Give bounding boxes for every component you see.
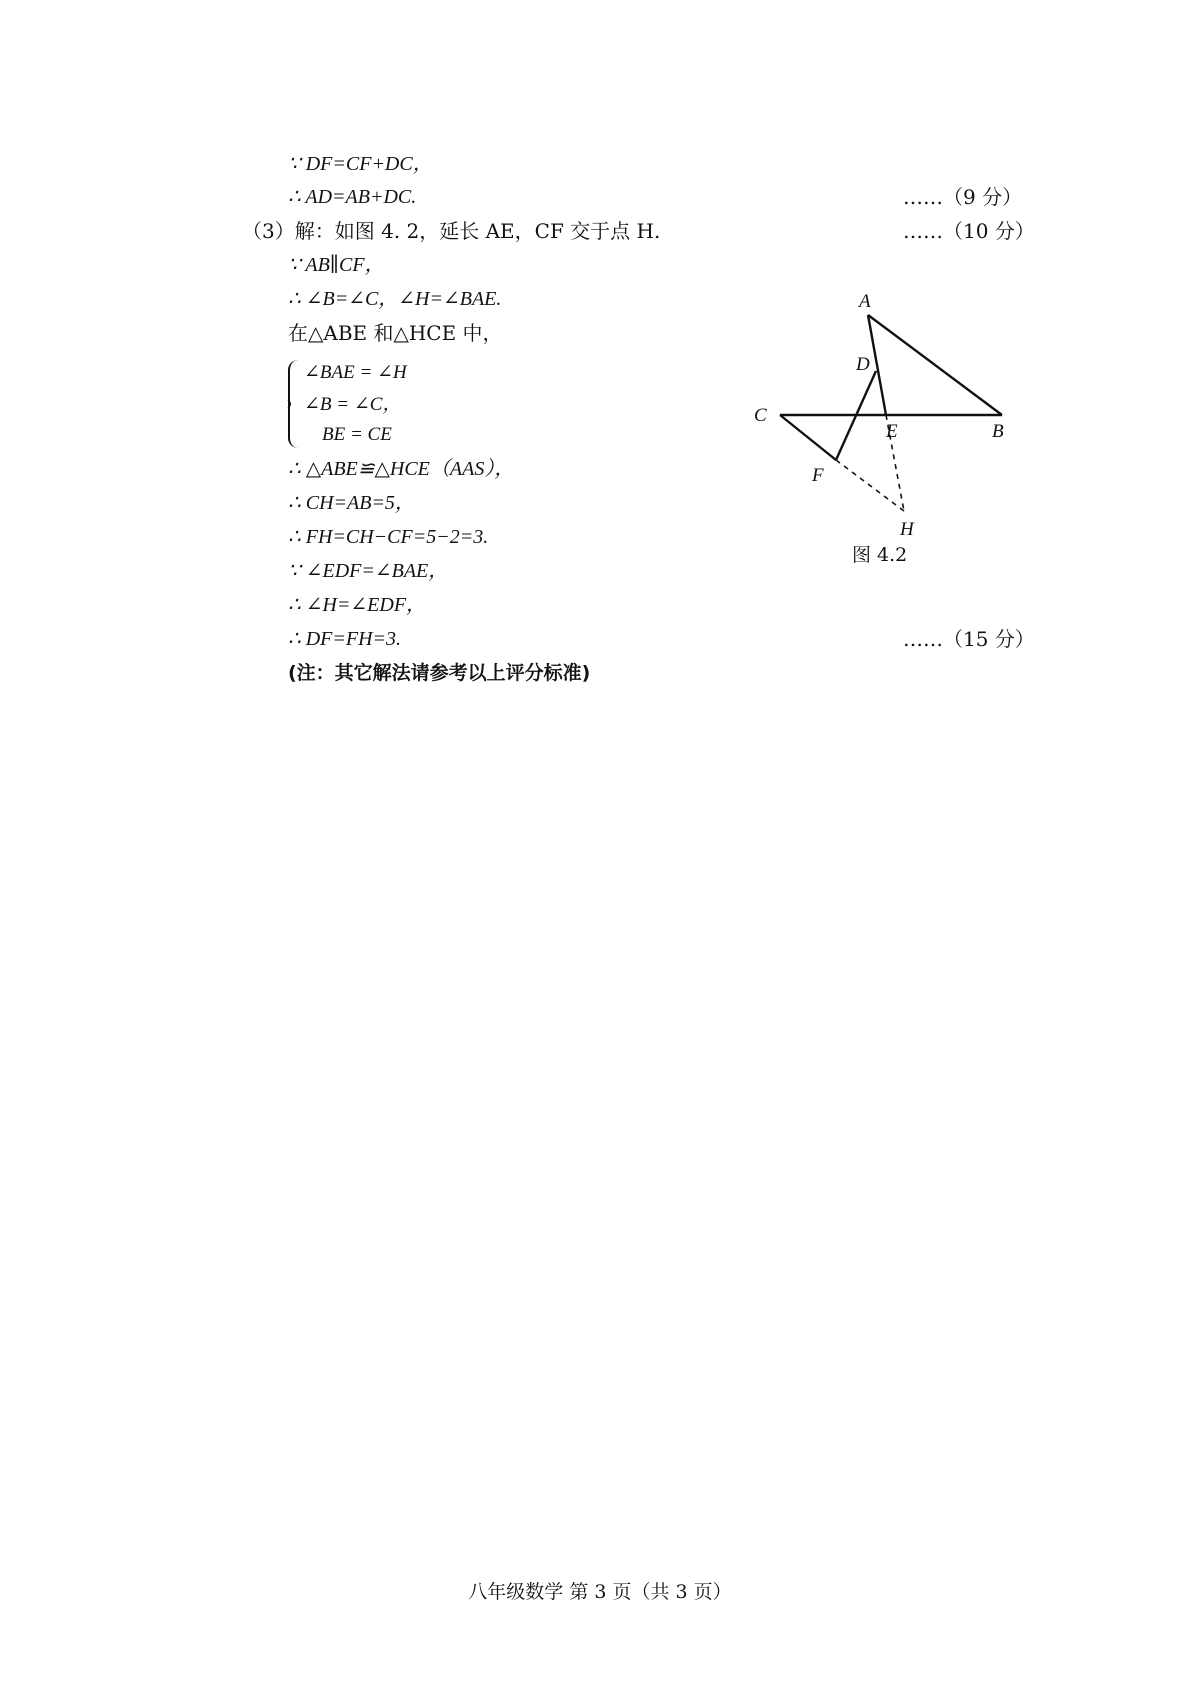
- system-eq-1: ∠BAE = ∠H: [304, 362, 407, 383]
- figure-caption: 图 4.2: [852, 544, 908, 566]
- point-label-a: A: [859, 291, 871, 312]
- score-9: ……（9 分）: [903, 185, 1023, 209]
- system-brace: [288, 360, 302, 448]
- point-label-h: H: [900, 519, 914, 540]
- proof-line-9: ∴ FH=CH−CF=5−2=3.: [288, 526, 489, 548]
- point-label-e: E: [886, 421, 898, 442]
- proof-line-1: ∵ DF=CF+DC，: [288, 153, 433, 175]
- proof-line-5: ∴ ∠B=∠C，∠H=∠BAE.: [288, 288, 502, 310]
- point-label-f: F: [812, 465, 824, 486]
- proof-line-11: ∴ ∠H=∠EDF，: [288, 594, 427, 616]
- score-10: ……（10 分）: [903, 219, 1035, 243]
- system-eq-3: BE = CE: [322, 424, 392, 445]
- grading-note: (注：其它解法请参考以上评分标准): [288, 662, 591, 684]
- segment-cf: [780, 415, 836, 460]
- proof-line-2: ∴ AD=AB+DC.: [288, 186, 417, 208]
- point-label-c: C: [754, 405, 767, 426]
- proof-line-10: ∵ ∠EDF=∠BAE，: [288, 560, 449, 582]
- segment-ae: [868, 315, 886, 415]
- segment-fh-dashed: [836, 460, 904, 511]
- part-3-heading: （3）解：如图 4. 2，延长 AE，CF 交于点 H.: [242, 219, 661, 243]
- proof-line-4: ∵ AB∥CF，: [288, 254, 385, 276]
- segment-ab: [868, 315, 1002, 415]
- geometry-figure: [740, 285, 1040, 545]
- point-label-d: D: [856, 354, 870, 375]
- page-footer: 八年级数学 第 3 页（共 3 页）: [468, 1581, 732, 1603]
- proof-line-12: ∴ DF=FH=3.: [288, 628, 402, 650]
- point-label-b: B: [992, 421, 1004, 442]
- proof-line-7: ∴ △ABE≌△HCE（AAS），: [288, 458, 515, 480]
- system-eq-2: ∠B = ∠C，: [304, 394, 402, 415]
- score-15: ……（15 分）: [903, 627, 1035, 651]
- proof-line-6: 在△ABE 和△HCE 中，: [288, 321, 503, 345]
- proof-line-8: ∴ CH=AB=5，: [288, 492, 415, 514]
